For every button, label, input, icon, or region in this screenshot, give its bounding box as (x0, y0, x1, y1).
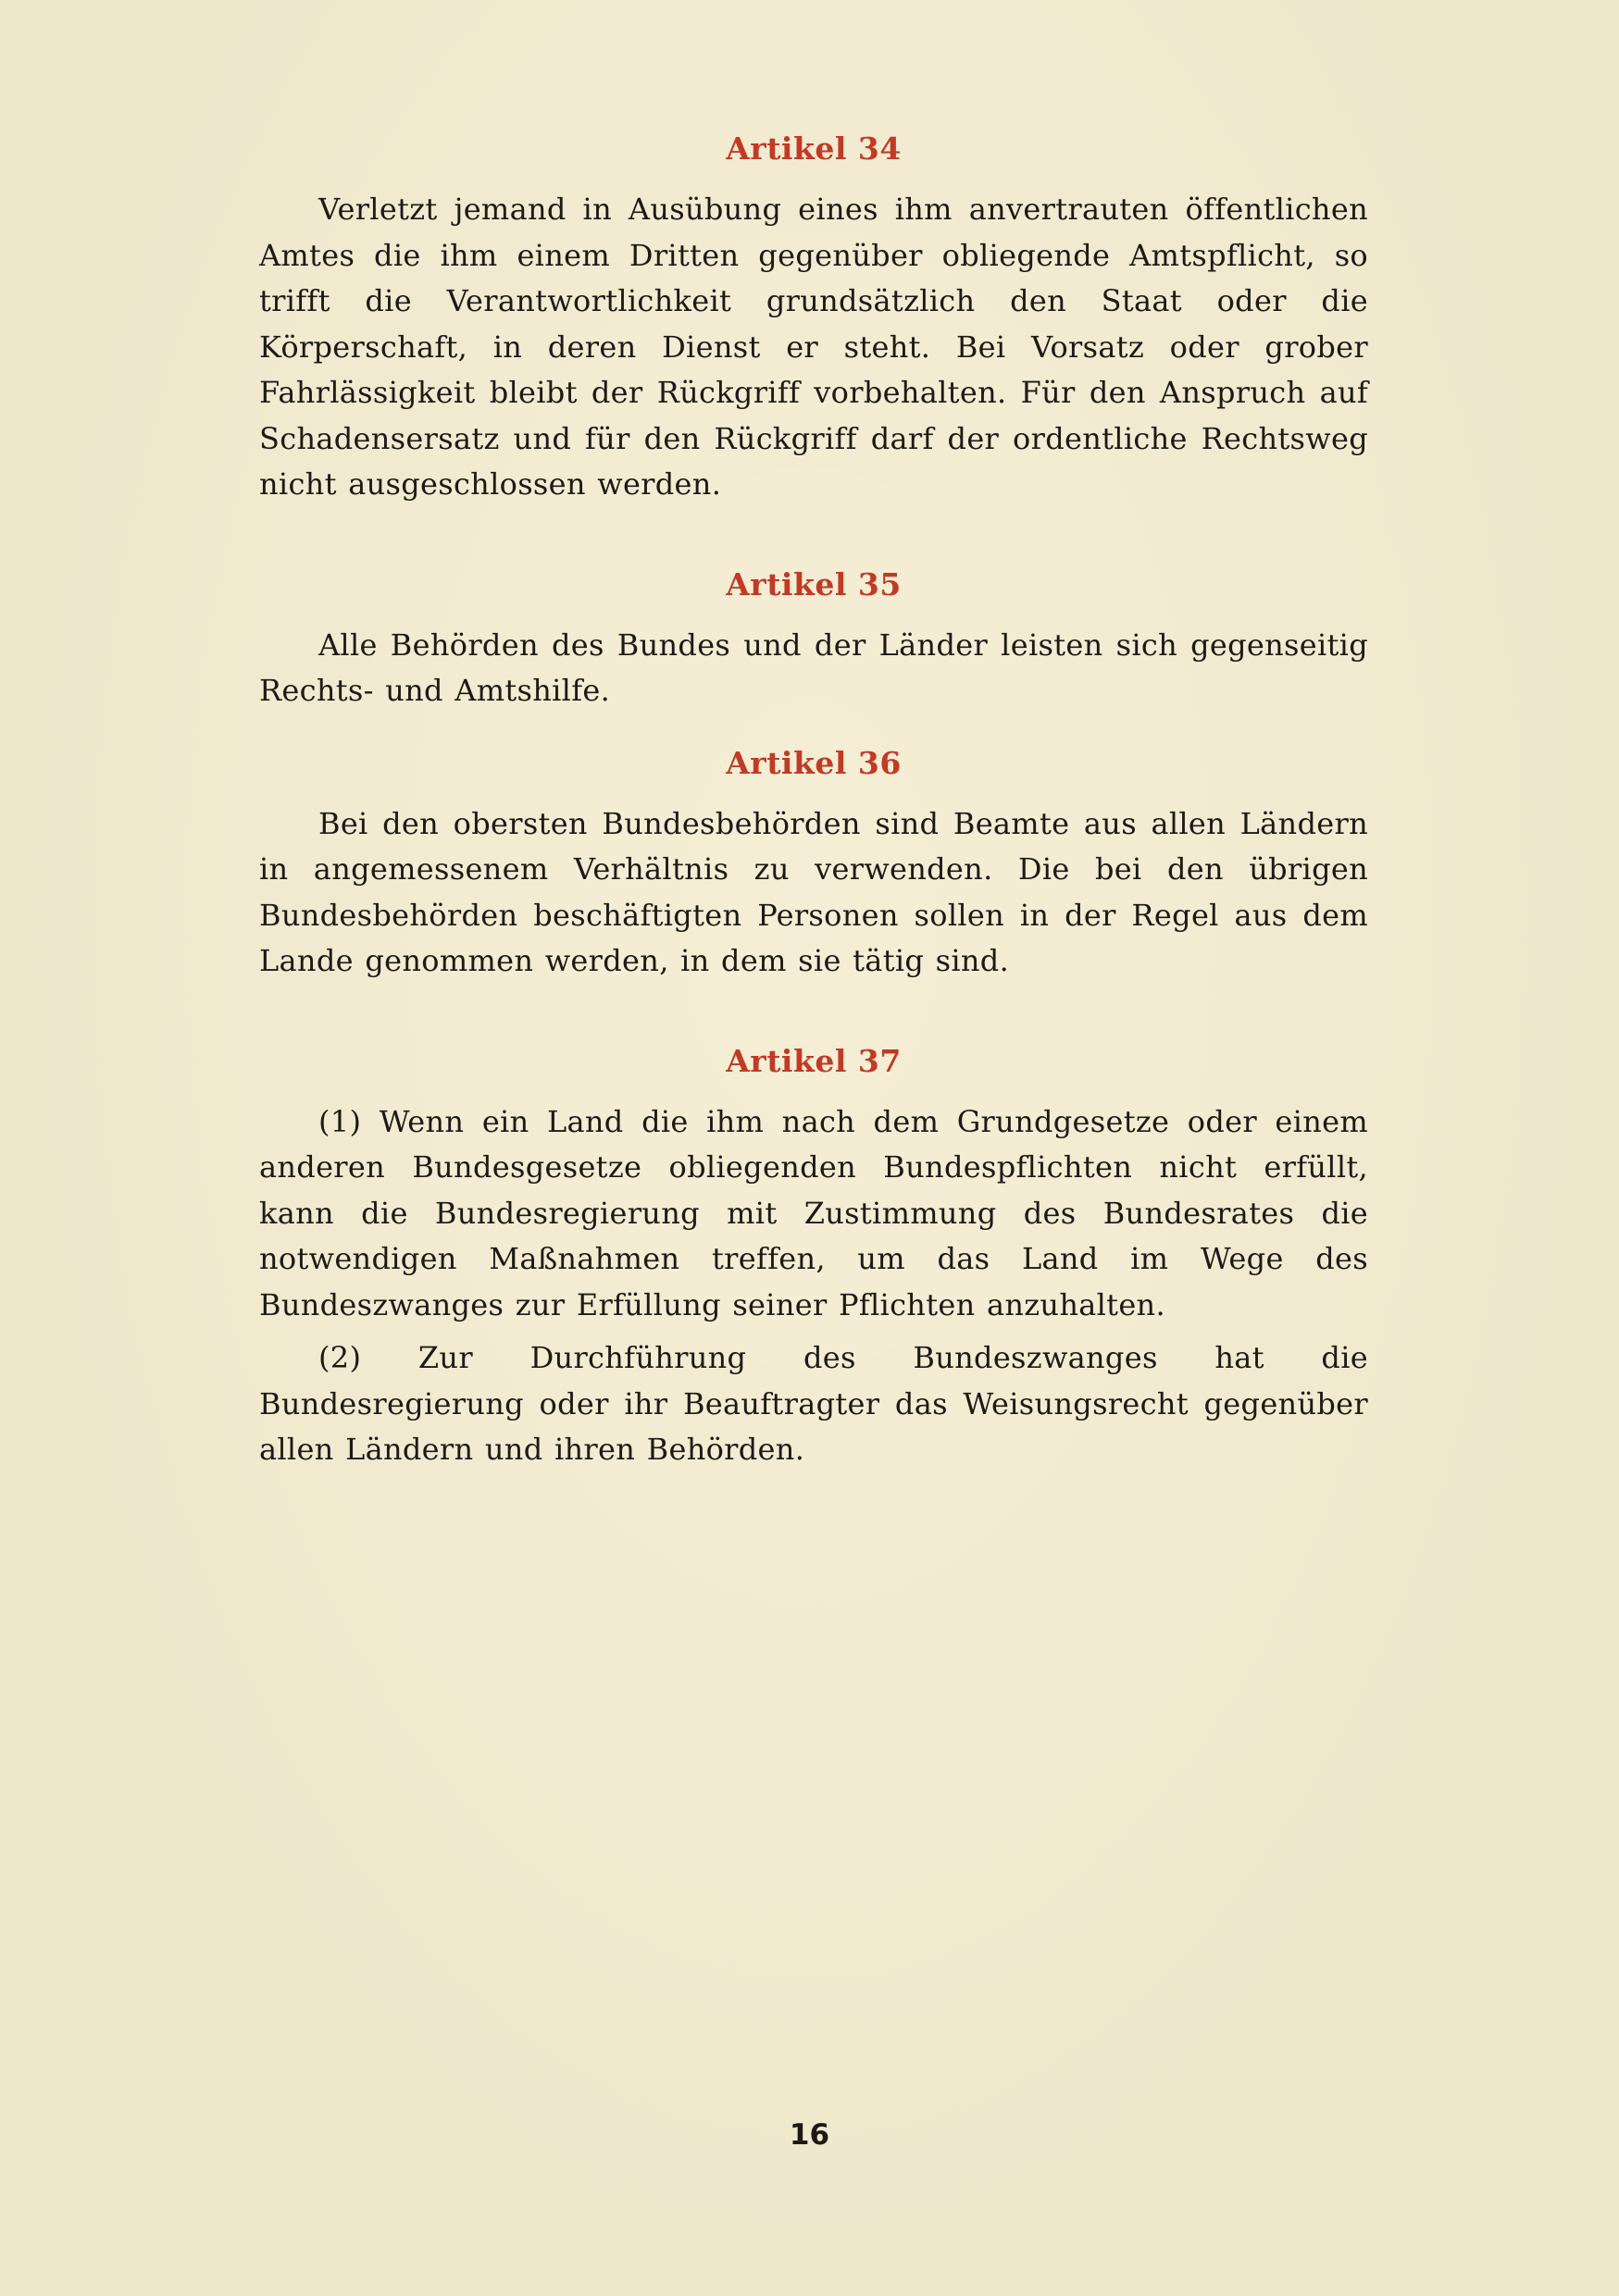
article-paragraph: (1) Wenn ein Land die ihm nach dem Grundgesetze oder einem anderen Bundesgesetze obliegenden Bundespflichten nicht erfüllt, kann die Bundesregierung mit Zustimmung des Bundesrates die notwendigen Maßnahmen treffen, um das Land im Wege des Bundeszwanges zur Erfüllung seiner Pflichten anzuhalten. (259, 1103, 1368, 1322)
article-paragraph: Verletzt jemand in Ausübung eines ihm anvertrauten öffentlichen Amtes die ihm einem Dritten gegenüber obliegende Amtspflicht, so trifft die Verantwortlichkeit grundsätzlich den Staat oder die Körperschaft, in deren Dienst er steht. Bei Vorsatz oder grober Fahrlässigkeit bleibt der Rückgriff vorbehalten. Für den Anspruch auf Schadensersatz und für den Rückgriff darf der ordentliche Rechtsweg nicht ausgeschlossen werden. (259, 192, 1368, 502)
article-paragraph: Alle Behörden des Bundes und der Länder leisten sich gegenseitig Rechts- und Amtshilfe. (259, 627, 1368, 708)
article-heading: Artikel 35 (726, 565, 902, 602)
article-heading: Artikel 37 (726, 1042, 902, 1079)
page-content (259, 120, 1368, 1473)
article-34 (259, 120, 1368, 508)
article-paragraph: Bei den obersten Bundesbehörden sind Beamte aus allen Ländern in angemessenem Verhältnis zu verwenden. Die bei den übrigen Bundesbehörden beschäftigten Personen sollen in der Regel aus dem Lande genommen werden, in dem sie tätig sind. (259, 805, 1368, 978)
article-heading: Artikel 36 (726, 744, 902, 781)
article-36 (259, 735, 1368, 985)
article-paragraph: (2) Zur Durchführung des Bundeszwanges hat die Bundesregierung oder ihr Beauftragter das Weisungsrecht gegenüber allen Ländern und ihren Behörden. (259, 1340, 1368, 1467)
page-number: 16 (789, 2118, 830, 2152)
article-heading: Artikel 34 (726, 130, 902, 167)
article-37 (259, 1033, 1368, 1473)
article-35 (259, 556, 1368, 714)
